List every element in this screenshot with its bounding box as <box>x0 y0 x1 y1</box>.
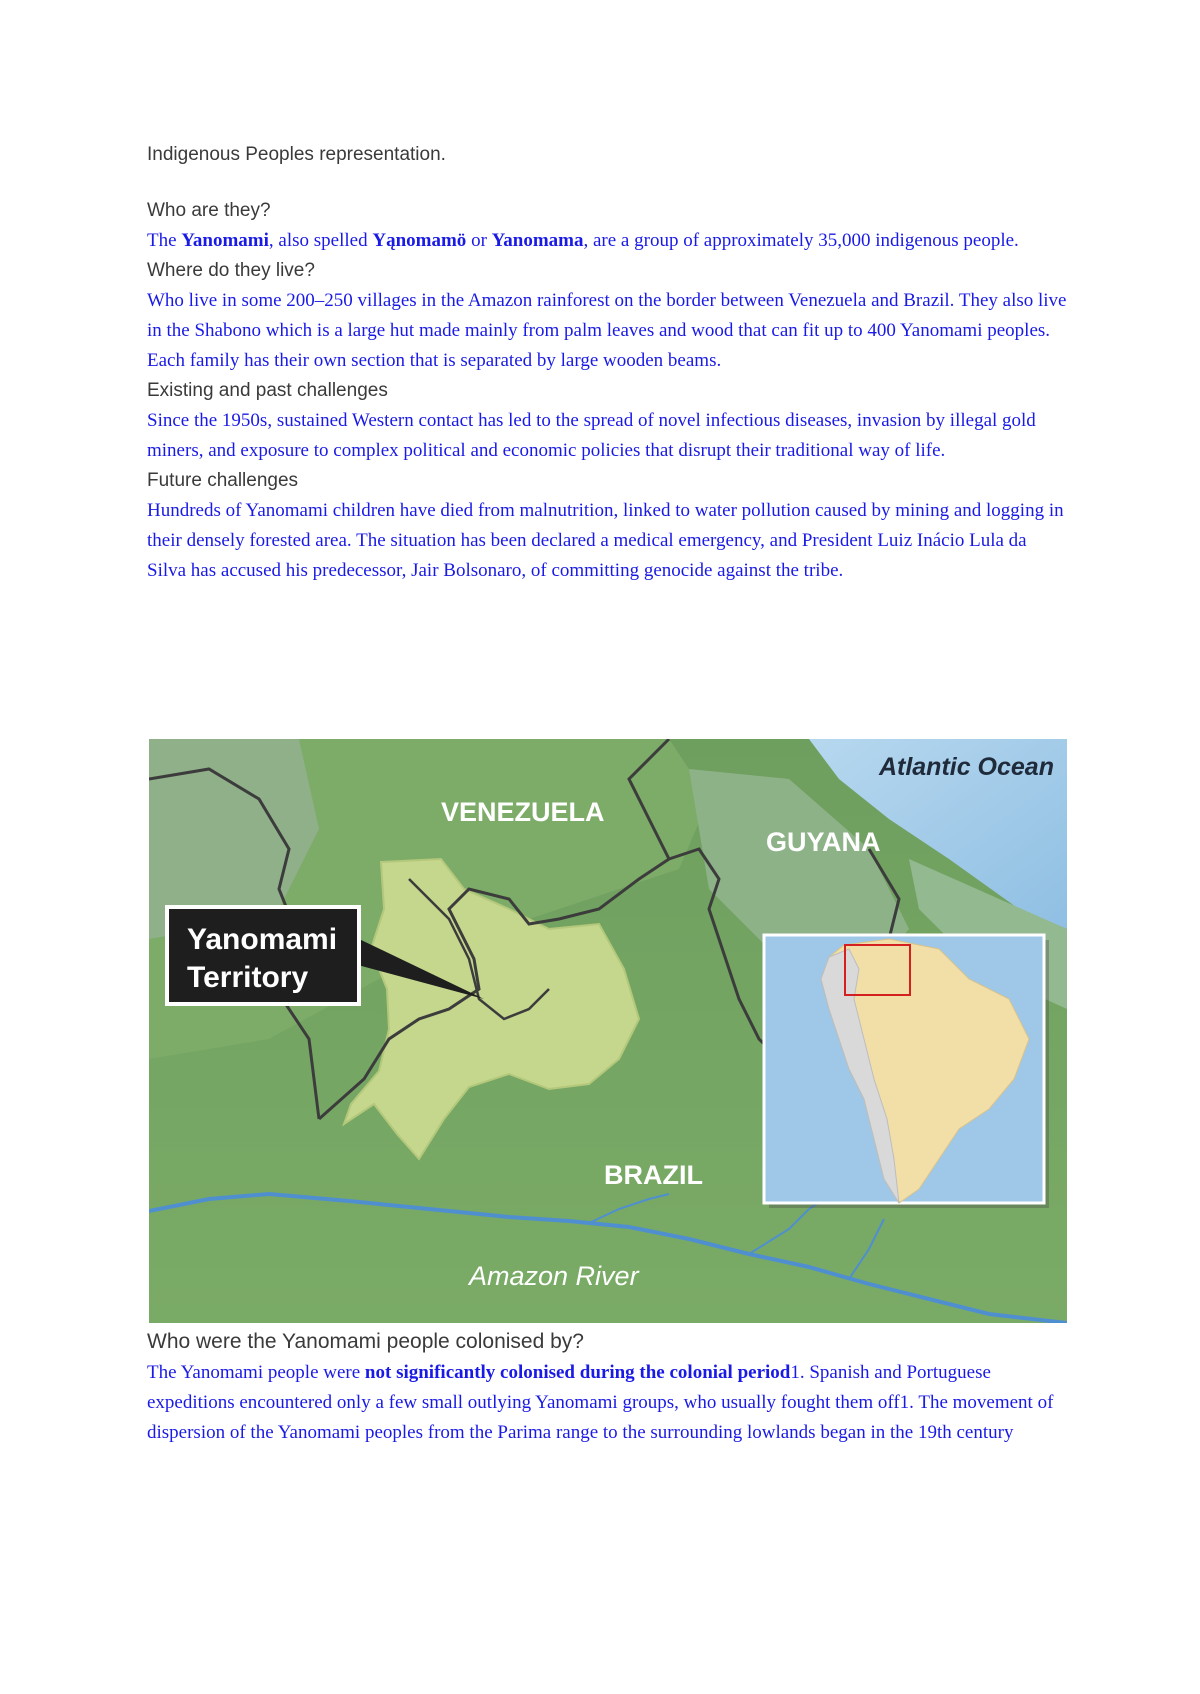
question-colonised-by: Who were the Yanomami people colonised by? <box>147 1330 584 1353</box>
south-america-inset <box>764 935 1049 1208</box>
venezuela-label: VENEZUELA <box>441 797 605 827</box>
answer-where-do-they-live: Who live in some 200–250 villages in the Amazon rainforest on the border between Venezuela and Brazil. They also live in the Shabono which is a large hut made mainly from palm leaves and wood that can fit up to 400 Yanomami peoples. Each family has their own section that is separated by large wooden beams. <box>147 290 1067 371</box>
question-existing-challenges: Existing and past challenges <box>147 380 388 401</box>
document-title: Indigenous Peoples representation. <box>147 144 446 165</box>
answer-colonised-by: The Yanomami people were not significantly colonised during the colonial period1. Spanish and Portuguese expeditions encountered only a few small outlying Yanomami groups, who usually fought them off1. The movement of dispersion of the Yanomami peoples from the Parima range to the surrounding lowlands began in the 19th century <box>147 1362 1054 1443</box>
yanomami-territory-map <box>149 739 1067 1323</box>
ocean-label: Atlantic Ocean <box>878 753 1054 781</box>
document-body <box>147 140 1067 586</box>
colonisation-section <box>147 1326 1067 1448</box>
territory-label-line2: Territory <box>187 961 309 994</box>
guyana-label: GUYANA <box>766 827 881 857</box>
answer-existing-challenges: Since the 1950s, sustained Western contact has led to the spread of novel infectious diseases, invasion by illegal gold miners, and exposure to complex political and economic policies that disrupt their traditional way of life. <box>147 410 1036 461</box>
territory-label-line1: Yanomami <box>187 923 338 956</box>
question-future-challenges: Future challenges <box>147 470 299 491</box>
river-label: Amazon River <box>469 1261 639 1291</box>
answer-future-challenges: Hundreds of Yanomami children have died from malnutrition, linked to water pollution caused by mining and logging in their densely forested area. The situation has been declared a medical emergency, and President Luiz Inácio Lula da Silva has accused his predecessor, Jair Bolsonaro, of committing genocide against the tribe. <box>147 500 1064 581</box>
answer-who-are-they: The Yanomami, also spelled Yąnomamö or Yanomama, are a group of approximately 35,000 indigenous people. <box>147 230 1019 251</box>
brazil-label: BRAZIL <box>604 1160 703 1190</box>
question-who-are-they: Who are they? <box>147 200 271 221</box>
question-where-do-they-live: Where do they live? <box>147 260 315 281</box>
